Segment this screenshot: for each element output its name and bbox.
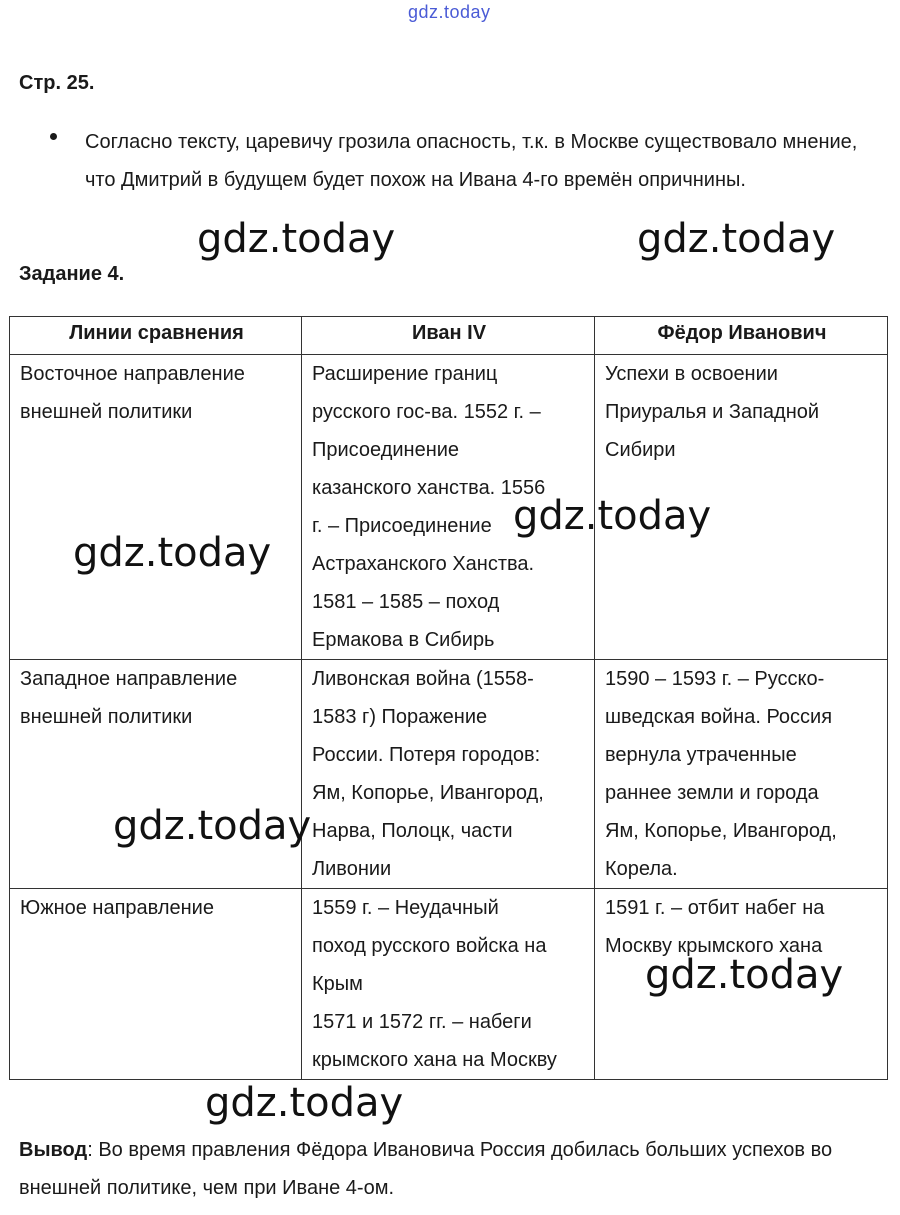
bullet-icon: [50, 133, 57, 140]
watermark: gdz.today: [113, 803, 312, 849]
watermark: gdz.today: [73, 530, 272, 576]
site-watermark-top: gdz.today: [408, 2, 491, 22]
watermark: gdz.today: [637, 216, 836, 262]
page-heading: Стр. 25.: [19, 72, 95, 94]
cell-fedor: Успехи в освоении Приуралья и Западной Сибири: [595, 355, 888, 660]
table-row: [10, 660, 888, 889]
cell-line: Восточное направление внешней политики: [10, 355, 302, 660]
watermark: gdz.today: [513, 493, 712, 539]
comparison-table: [9, 316, 888, 1080]
cell-line: Западное направление внешней политики: [10, 660, 302, 889]
table-row: [10, 355, 888, 660]
watermark: gdz.today: [645, 952, 844, 998]
bullet-text: Согласно тексту, царевичу грозила опасность, т.к. в Москве существовало мнение, что Дмитрий в будущем будет похож на Ивана 4-го времён опричнины.: [85, 131, 858, 191]
header-comparison-lines: Линии сравнения: [10, 317, 302, 355]
bullet-item: [50, 123, 870, 199]
conclusion: [19, 1131, 879, 1207]
table-header-row: [10, 317, 888, 355]
conclusion-text: : Во время правления Фёдора Ивановича Россия добилась больших успехов во внешней политике, чем при Иване 4-ом.: [19, 1139, 833, 1199]
task-heading: Задание 4.: [19, 263, 125, 285]
cell-ivan: 1559 г. – Неудачный поход русского войска на Крым 1571 и 1572 гг. – набеги крымского хана на Москву: [302, 889, 595, 1080]
header-ivan: Иван IV: [302, 317, 595, 355]
cell-line: Южное направление: [10, 889, 302, 1080]
header-fedor: Фёдор Иванович: [595, 317, 888, 355]
cell-ivan: Ливонская война (1558- 1583 г) Поражение России. Потеря городов: Ям, Копорье, Ивангород, Нарва, Полоцк, части Ливонии: [302, 660, 595, 889]
table-row: [10, 889, 888, 1080]
watermark: gdz.today: [205, 1080, 404, 1126]
cell-ivan: Расширение границ русского гос-ва. 1552 г. – Присоединение казанского ханства. 1556 г. – Присоединение Астраханского Ханства. 1581 – 1585 – поход Ермакова в Сибирь: [302, 355, 595, 660]
cell-fedor: 1591 г. – отбит набег на Москву крымского хана: [595, 889, 888, 1080]
watermark: gdz.today: [197, 216, 396, 262]
conclusion-label: Вывод: [19, 1139, 88, 1161]
cell-fedor: 1590 – 1593 г. – Русско- шведская война. Россия вернула утраченные раннее земли и города Ям, Копорье, Ивангород, Корела.: [595, 660, 888, 889]
